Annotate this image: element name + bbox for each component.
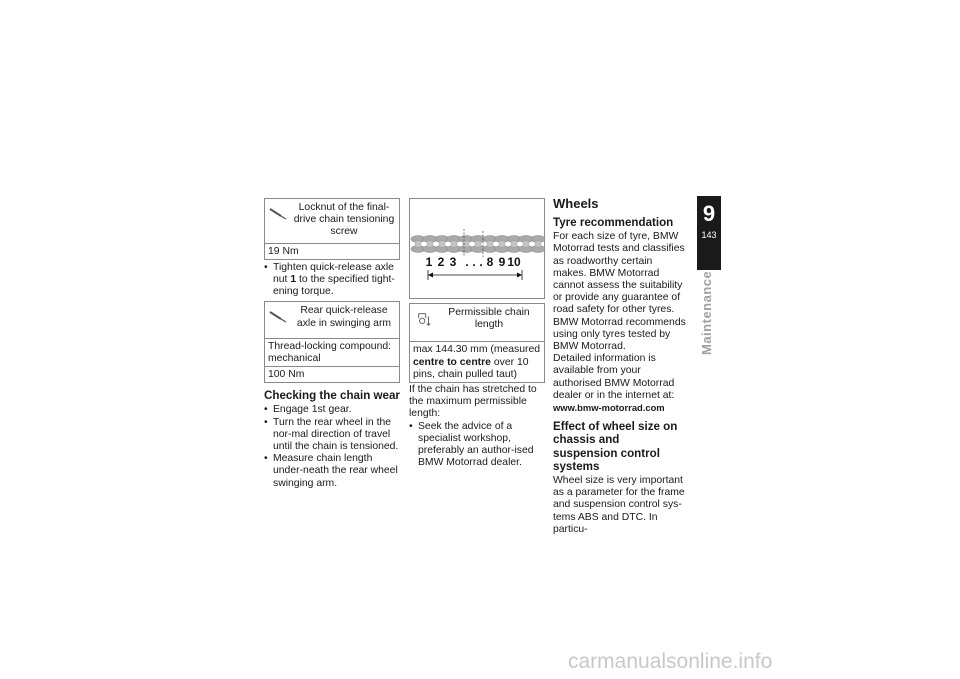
arrow-head-right bbox=[517, 273, 522, 278]
paragraph: If the chain has stretched to the maximum permissible length: bbox=[409, 384, 537, 420]
chain-roller bbox=[451, 241, 457, 247]
column-2 bbox=[409, 198, 545, 469]
bullet-list bbox=[409, 421, 545, 470]
spec-table-axle bbox=[264, 301, 400, 383]
spec-header bbox=[265, 199, 399, 244]
paragraph: BMW Motorrad recommends using only tyres tested by BMW Motorrad. bbox=[553, 316, 686, 353]
chain-roller bbox=[439, 241, 445, 247]
list-item: • Seek the advice of a specialist workshop, preferably an author-ised BMW Motorrad dealer. bbox=[409, 421, 545, 470]
chain-roller bbox=[487, 241, 493, 247]
list-item bbox=[264, 262, 400, 299]
wrench-icon bbox=[268, 206, 290, 222]
wrench-icon bbox=[268, 309, 290, 325]
website-link[interactable]: www.bmw-motorrad.com bbox=[553, 402, 665, 414]
chain-roller bbox=[415, 241, 421, 247]
spec-value: 100 Nm bbox=[268, 369, 305, 381]
spec-value: 19 Nm bbox=[268, 245, 299, 257]
chapter-title: Wheels bbox=[553, 196, 599, 211]
chapter-number: 9 bbox=[702, 201, 716, 226]
chain-roller bbox=[499, 241, 505, 247]
link-number: . bbox=[465, 255, 469, 269]
paragraph: For each size of tyre, BMW Motorrad tests and classifies as roadworthy certain makes. BMW Motorrad cannot assess the suitability or provide any guarantee of road safety for other tyres. bbox=[553, 231, 685, 316]
chapter-side-label: Maintenance bbox=[699, 270, 714, 355]
arrow-head-left bbox=[428, 273, 433, 278]
spec-label: Locknut of the final-drive chain tensioning screw bbox=[293, 202, 395, 238]
chain-roller bbox=[511, 241, 517, 247]
spec-header bbox=[265, 302, 399, 338]
spec-value bbox=[410, 342, 544, 382]
spec-label: Permissible chain length bbox=[448, 307, 530, 331]
link-number: 2 bbox=[437, 255, 445, 269]
chain-illustration bbox=[410, 199, 546, 298]
spec-value-text: max 144.30 mm (measured bbox=[413, 344, 541, 356]
part-number: 1 bbox=[290, 274, 297, 286]
bullet-text: to the specified tight-ening torque. bbox=[273, 274, 395, 298]
chain-roller bbox=[535, 241, 541, 247]
list-item: • Turn the rear wheel in the nor-mal direction of travel until the chain is tensioned. bbox=[264, 417, 400, 454]
page-number: 143 bbox=[701, 230, 717, 240]
spec-label: Rear quick-release axle in swinging arm bbox=[296, 305, 392, 329]
paragraph: Detailed information is available from your authorised BMW Motorrad dealer or in the internet at: bbox=[553, 353, 675, 401]
link-number: 10 bbox=[507, 255, 521, 269]
section-heading: Tyre recommendation bbox=[553, 216, 674, 229]
list-item: • Measure chain length under-neath the rear wheel swinging arm. bbox=[264, 453, 400, 490]
link-number: 1 bbox=[425, 255, 433, 269]
chain-roller bbox=[523, 241, 529, 247]
bullet-text: Tighten quick-release axle nut bbox=[273, 261, 394, 286]
column-1 bbox=[264, 198, 400, 490]
paragraph: Wheel size is very important as a parameter for the frame and suspension control sys-tems ABS and DTC. In particu- bbox=[553, 475, 685, 535]
link-number: . bbox=[472, 255, 476, 269]
chain-roller bbox=[427, 241, 433, 247]
watermark: carmanualsonline.info bbox=[568, 650, 773, 673]
spec-table-locknut bbox=[264, 198, 400, 260]
link-number: 3 bbox=[449, 255, 457, 269]
list-item: • Engage 1st gear. bbox=[264, 404, 400, 416]
ruler-icon bbox=[413, 311, 435, 327]
link-number: . bbox=[479, 255, 483, 269]
bullet-list bbox=[264, 404, 400, 489]
link-number: 9 bbox=[498, 255, 506, 269]
column-3 bbox=[553, 196, 687, 536]
spec-header bbox=[410, 304, 544, 342]
section-heading: Effect of wheel size on chassis and suspension control systems bbox=[553, 420, 678, 473]
chapter-tab bbox=[697, 196, 721, 270]
chain-diagram bbox=[409, 198, 545, 299]
spec-table-chain-length bbox=[409, 303, 545, 383]
spec-value: Thread-locking compound: mechanical bbox=[265, 339, 399, 367]
section-heading: Checking the chain wear bbox=[264, 389, 400, 403]
spec-value-text: over 10 pins, chain pulled taut) bbox=[413, 356, 529, 380]
bullet-list bbox=[264, 262, 400, 299]
link-number: 8 bbox=[486, 255, 494, 269]
spec-value-bold: centre to centre bbox=[413, 356, 491, 368]
chain-roller bbox=[475, 241, 481, 247]
